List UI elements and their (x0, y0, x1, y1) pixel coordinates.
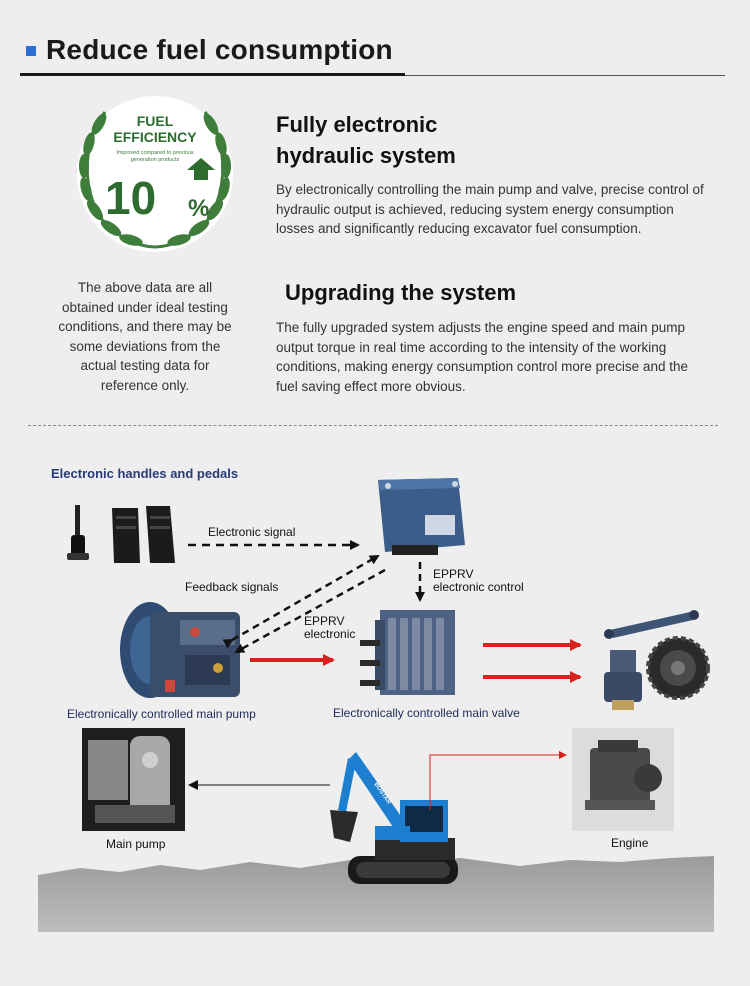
main-pump-icon (120, 602, 240, 698)
controller-ecu-icon (378, 478, 465, 555)
main-pump-photo (82, 728, 185, 831)
epprv2-line1: EPPRV (304, 614, 345, 628)
main-pump-caption: Electronically controlled main pump (67, 707, 256, 721)
section1-body: By electronically controlling the main pump and valve, precise control of hydraulic output is achieved, reducing system energy consumption losses and significantly reducing excavator fuel consumption. (276, 182, 704, 236)
badge-fuel: FUEL (136, 113, 174, 129)
excavator-brand: BOSTAR (372, 781, 392, 806)
pedals-icon (112, 506, 175, 563)
epprv2-line2: electronic (304, 627, 356, 641)
page-title: Reduce fuel consumption (46, 34, 393, 65)
travel-motor-icon (648, 638, 708, 698)
badge-unit: % (188, 195, 210, 222)
excavator-icon (330, 752, 458, 884)
main-valve-caption: Electronically controlled main valve (333, 706, 520, 720)
joystick-icon (67, 505, 89, 560)
section2-title: Upgrading the system (285, 280, 517, 305)
arrow-to-engine (430, 755, 566, 810)
feedback-signals-label: Feedback signals (185, 580, 279, 594)
electronic-signal-label: Electronic signal (208, 525, 296, 539)
handles-title: Electronic handles and pedals (51, 466, 239, 481)
disclaimer-note: The above data are all obtained under ideal testing conditions, and there may be some deviations from the actual testing data for reference only. (58, 280, 232, 393)
section1-title-line1: Fully electronic (276, 112, 438, 137)
engine-photo (572, 728, 674, 831)
hydraulic-cylinder-icon (604, 610, 699, 639)
section1-title-line2: hydraulic system (276, 143, 456, 168)
swing-motor-icon (604, 650, 642, 710)
badge-efficiency: EFFICIENCY (113, 129, 197, 145)
badge-small2: generation products (130, 157, 180, 163)
main-pump-label: Main pump (106, 837, 166, 851)
epprv1-line1: EPPRV (433, 567, 474, 581)
badge-small1: Improved compared to previous (116, 150, 194, 156)
epprv1-line2: electronic control (433, 580, 524, 594)
section2-body: The fully upgraded system adjusts the engine speed and main pump output torque in real time according to the intensity of the working conditions, making energy consumption control more precise and the fuel saving effect more obvious. (276, 320, 688, 394)
badge-value: 10 (105, 172, 157, 224)
engine-label: Engine (611, 836, 649, 850)
main-valve-icon (360, 610, 455, 695)
